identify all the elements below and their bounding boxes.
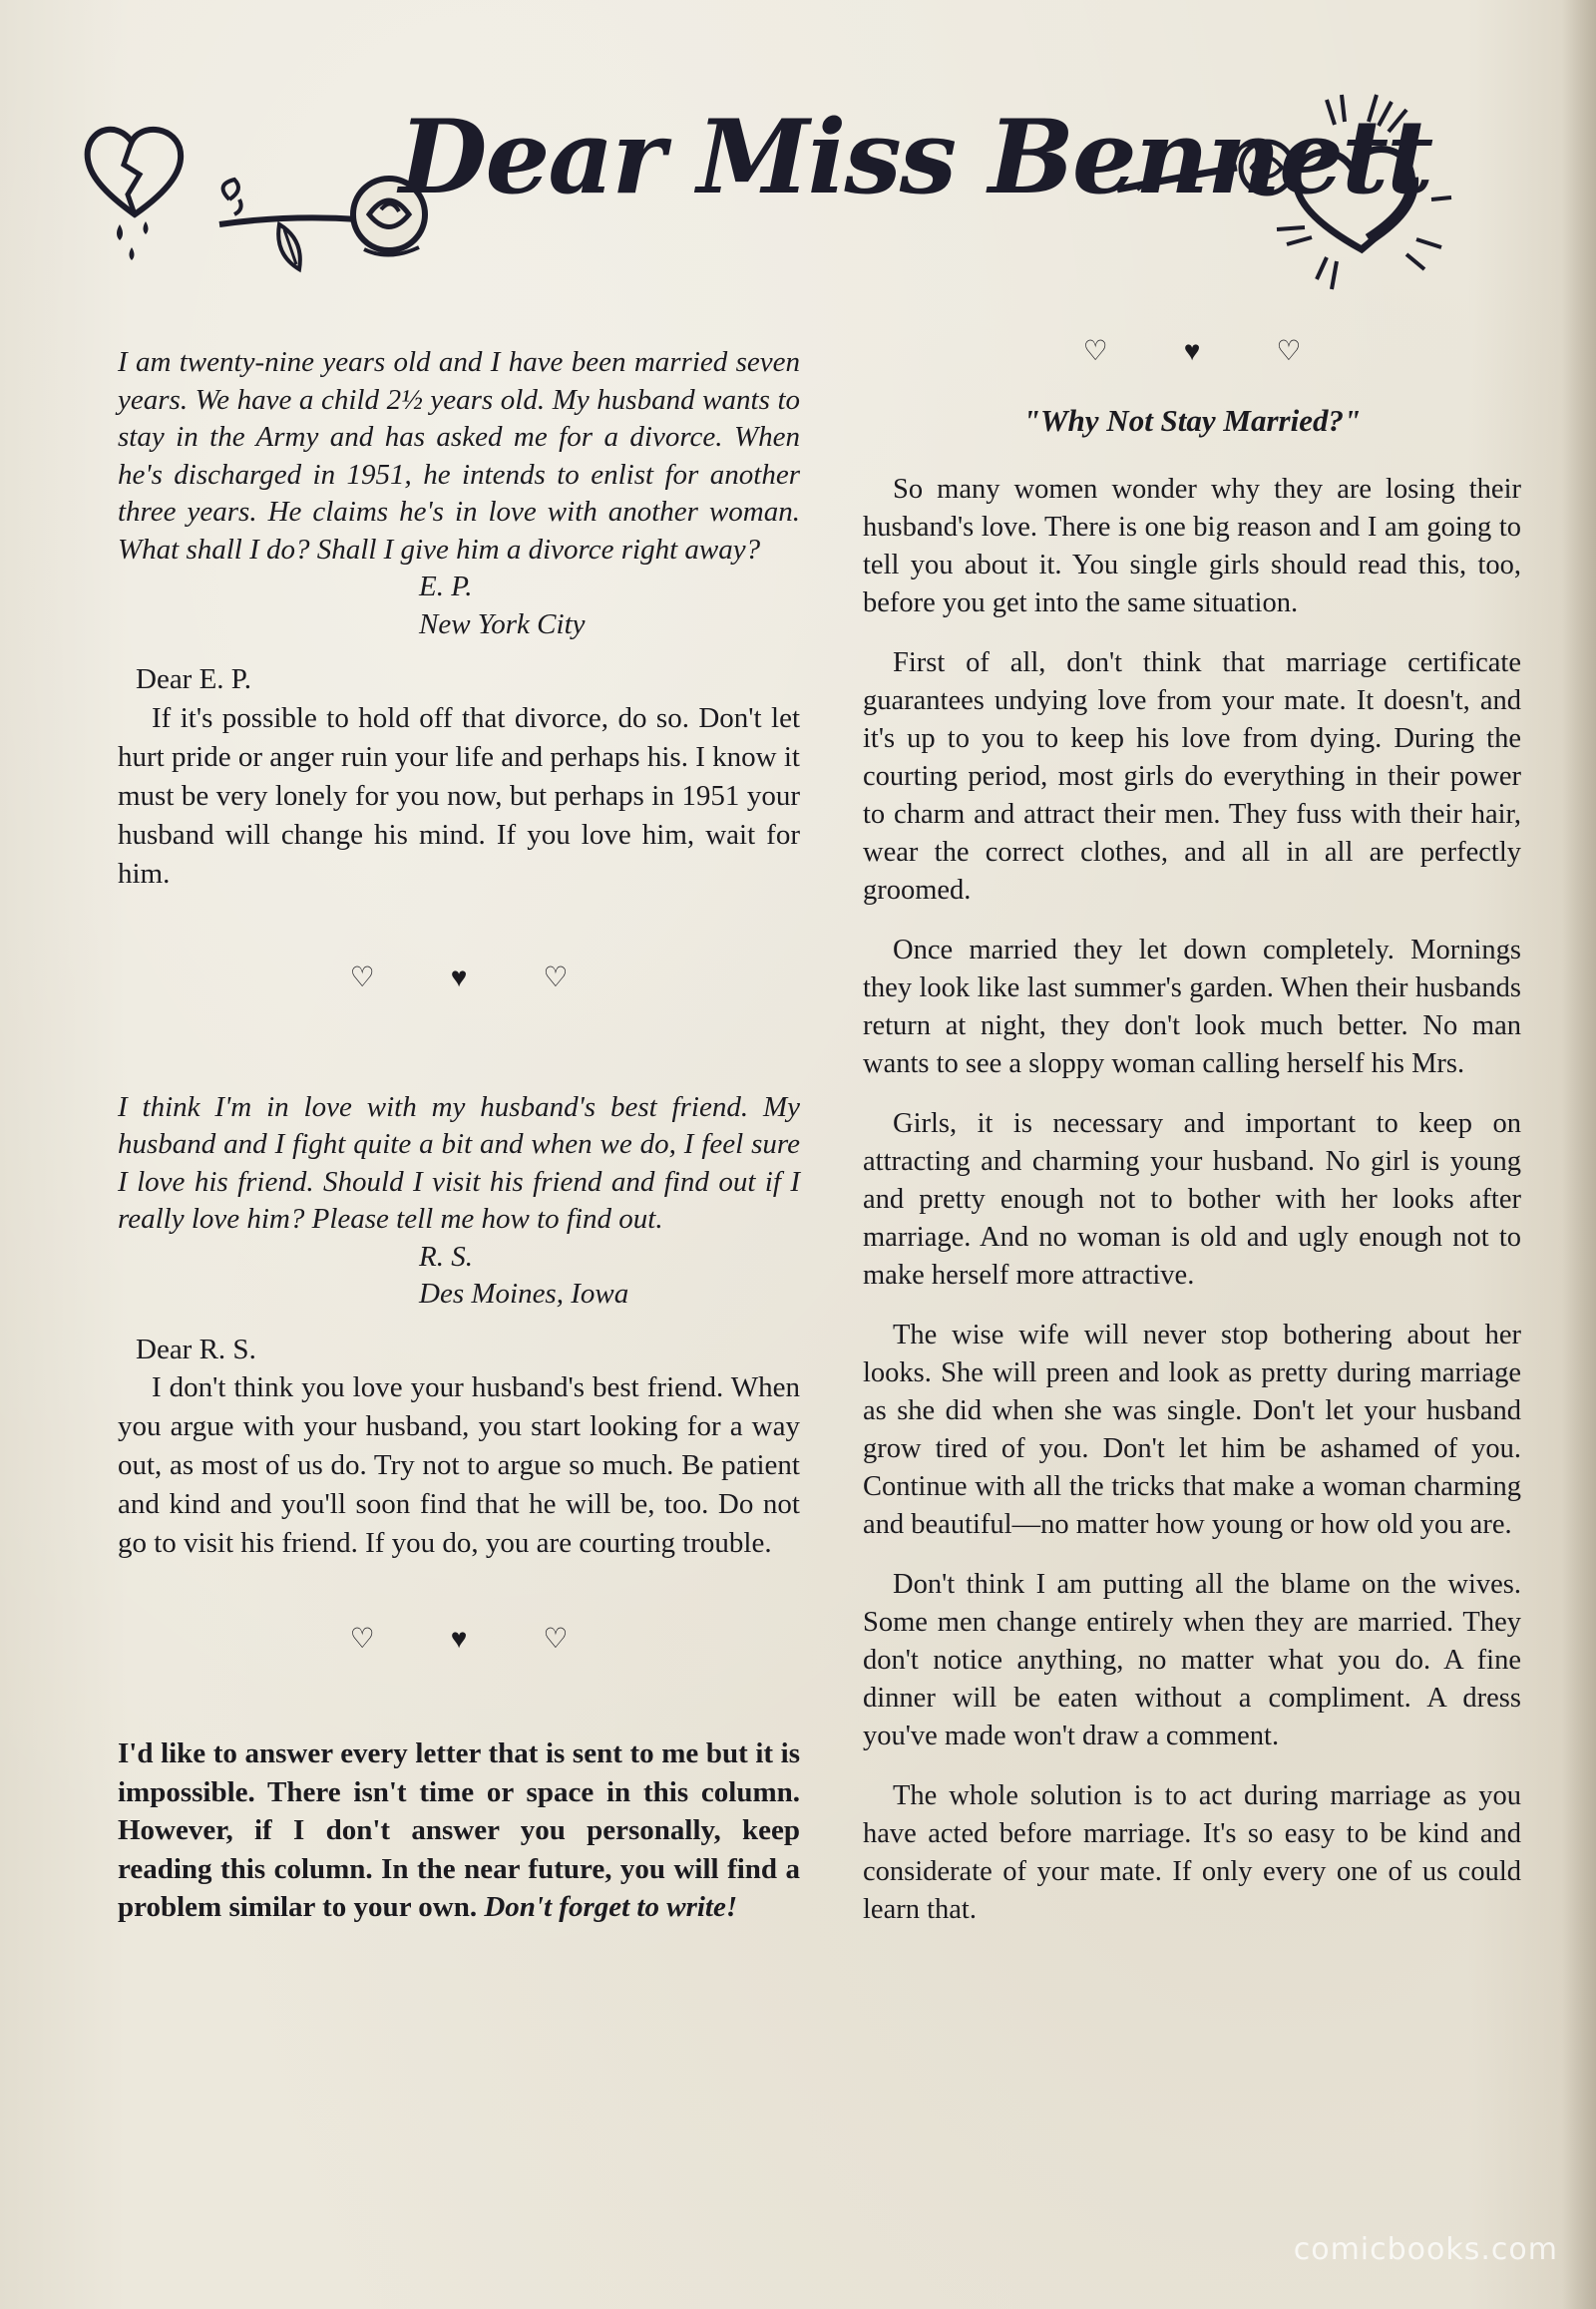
article-paragraph: Girls, it is necessary and important to keep on attracting and charming your husband. No girl is young and pretty enough not to bother with her looks after marriage. And no woman is old and ugly enough not to make herself more attractive. bbox=[863, 1108, 1521, 1291]
article-paragraph: The wise wife will never stop bothering about her looks. She will preen and look as pretty during marriage as she did when she was single. Don't let your husband grow tired of you. Don't let him be ashamed of you. Continue with all the tricks that make a woman charming and beautiful—no matter how young or how old you are. bbox=[863, 1320, 1521, 1540]
reply-salutation: Dear R. S. bbox=[136, 1333, 256, 1365]
heart-outline-icon: ♡ bbox=[543, 962, 569, 993]
closing-note bbox=[118, 1734, 800, 1927]
right-column bbox=[863, 319, 1521, 1951]
heart-divider bbox=[118, 963, 800, 993]
column-header bbox=[70, 90, 1446, 299]
letter-initials: R. S. bbox=[419, 1240, 473, 1273]
reply-text: If it's possible to hold off that divorce, do so. Don't let hurt pride or anger ruin your life and perhaps his. I know it must be very lonely for you now, but perhaps in 1951 your husband will change his mind. If you love him, wait for him. bbox=[118, 701, 800, 890]
heart-divider bbox=[863, 337, 1521, 367]
letter-place: New York City bbox=[419, 607, 586, 640]
article-title: "Why Not Stay Married?" bbox=[1022, 403, 1362, 438]
heart-outline-icon: ♡ bbox=[1082, 336, 1108, 367]
heart-outline-icon: ♡ bbox=[1276, 336, 1302, 367]
letter-text: I am twenty-nine years old and I have been married seven years. We have a child 2½ years old. My husband wants to stay in the Army and has asked me for a divorce. When he's discharged in 1951, he intends to enlist for another three years. He claims he's in love with another woman. What shall I do? Shall I give him a divorce right away? bbox=[118, 346, 800, 566]
heart-filled-icon: ♥ bbox=[1183, 336, 1201, 367]
closing-emphasis: Don't forget to write! bbox=[484, 1891, 738, 1923]
article-paragraph: First of all, don't think that marriage certificate guarantees undying love from your mate. It doesn't, and it's up to you to keep his love from dying. During the courting period, most girls do everything in their power to charm and attract their men. They fuss with their hair, wear the correct clothes, and all in all are perfectly groomed. bbox=[863, 647, 1521, 906]
letter-place: Des Moines, Iowa bbox=[419, 1278, 629, 1310]
reply-text: I don't think you love your husband's best friend. When you argue with your husband, you start looking for a way out, as most of us do. Try not to argue so much. Be patient and kind and you'll soon find that he will be, too. Do not go to visit his friend. If you do, you are courting trouble. bbox=[118, 1371, 800, 1559]
article-paragraph: So many women wonder why they are losing their husband's love. There is one big reason and I am going to tell you about it. You single girls should read this, too, before you get into the same situation. bbox=[863, 474, 1521, 618]
broken-heart-icon bbox=[80, 120, 190, 279]
heart-divider bbox=[118, 1625, 800, 1655]
letter-initials: E. P. bbox=[419, 571, 473, 602]
left-column bbox=[118, 344, 800, 1927]
heart-filled-icon: ♥ bbox=[450, 962, 468, 993]
heart-outline-icon: ♡ bbox=[349, 962, 375, 993]
heart-outline-icon: ♡ bbox=[349, 1624, 375, 1655]
page-spine-shadow bbox=[1562, 0, 1596, 2309]
letter-text: I think I'm in love with my husband's best friend. My husband and I fight quite a bit and when we do, I feel sure I love his friend. Should I visit his friend and find out if I really love him? Please tell me how to find out. bbox=[118, 1090, 800, 1235]
heart-outline-icon: ♡ bbox=[543, 1624, 569, 1655]
column-title: Dear Miss Bennett bbox=[399, 98, 1432, 217]
article-paragraph: The whole solution is to act during marriage as you have acted before marriage. It's so easy to be kind and considerate of your mate. If only every one of us could learn that. bbox=[863, 1780, 1521, 1925]
site-watermark: comicbooks.com bbox=[1293, 2232, 1558, 2267]
reply-salutation: Dear E. P. bbox=[136, 663, 251, 695]
closing-text: I'd like to answer every letter that is sent to me but it is impossible. There isn't time or space in this column. However, if I don't answer you personally, keep reading this column. In the near future, you will find a problem similar to your own. bbox=[118, 1737, 800, 1923]
article-paragraph: Don't think I am putting all the blame on the wives. Some men change entirely when they are married. They don't notice anything, no matter what you do. A fine dinner will be eaten without a compliment. A dress you've made won't draw a comment. bbox=[863, 1569, 1521, 1751]
heart-filled-icon: ♥ bbox=[450, 1624, 468, 1655]
article-paragraph: Once married they let down completely. Mornings they look like last summer's garden. When their husbands return at night, they don't look much better. No man wants to see a sloppy woman calling herself his Mrs. bbox=[863, 935, 1521, 1079]
